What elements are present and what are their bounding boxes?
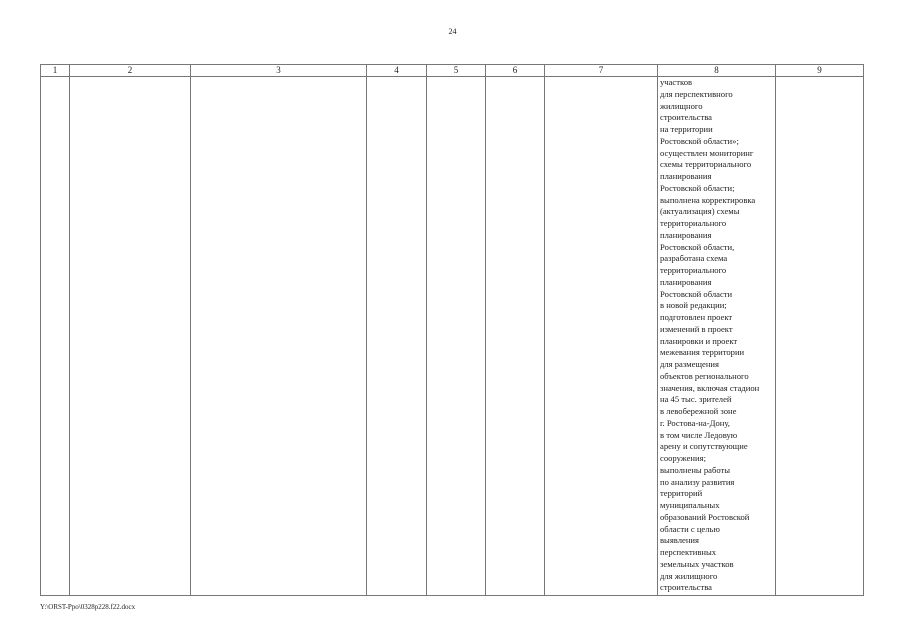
- column-number-4: 4: [367, 65, 427, 77]
- page-number: 24: [448, 27, 457, 36]
- text-line: межевания территории: [660, 347, 745, 358]
- text-line: выявления: [660, 535, 699, 546]
- text-line: арену и сопутствующие: [660, 441, 748, 452]
- table-row: [41, 77, 864, 596]
- footer-file-path: Y:\ORST-Ppo\0328p228.f22.docx: [40, 603, 136, 611]
- text-line: объектов регионального: [660, 370, 749, 381]
- text-line: области с целью: [660, 523, 720, 534]
- table-cell-col3: [191, 77, 367, 596]
- text-line: значения, включая стадион: [660, 382, 760, 393]
- text-line: изменений в проект: [660, 323, 733, 334]
- text-line: для перспективного: [660, 88, 733, 99]
- text-line: подготовлен проект: [660, 312, 733, 322]
- table-cell-col6: [486, 77, 545, 596]
- text-line: планирования: [660, 171, 712, 181]
- text-line: территориального: [660, 218, 727, 228]
- column-number-1: 1: [41, 65, 70, 77]
- text-line: выполнена корректировка: [660, 194, 756, 205]
- text-line: (актуализация) схемы: [660, 206, 740, 217]
- column-number-7: 7: [545, 65, 658, 77]
- text-line: схемы территориального: [660, 159, 752, 170]
- text-line: г. Ростова-на-Дону,: [660, 417, 730, 428]
- text-line: в том числе Ледовую: [660, 429, 738, 440]
- text-line: Ростовской области»;: [660, 135, 739, 146]
- table-cell-col7: [545, 77, 658, 596]
- table-cell-col5: [427, 77, 486, 596]
- column-number-9: 9: [776, 65, 864, 77]
- table-cell-col1: [41, 77, 70, 596]
- text-line: территорий: [660, 488, 703, 499]
- column-number-8: 8: [658, 65, 776, 77]
- text-line: сооружения;: [660, 453, 706, 463]
- text-line: строительства: [660, 112, 712, 123]
- column-number-row: [41, 65, 864, 77]
- text-line: Ростовской области;: [660, 182, 735, 193]
- table-cell-col9: [776, 77, 864, 596]
- text-line: планирования: [660, 229, 712, 240]
- column-number-3: 3: [191, 65, 367, 77]
- table-cell-col2: [70, 77, 191, 596]
- column-number-2: 2: [70, 65, 191, 77]
- text-line: планирования: [660, 276, 712, 287]
- text-line: Ростовской области: [660, 288, 733, 299]
- text-line: Ростовской области,: [660, 241, 735, 252]
- text-line: на территории: [660, 124, 713, 134]
- text-line: перспективных: [660, 547, 717, 557]
- text-line: по анализу развития: [660, 476, 735, 487]
- column-number-5: 5: [427, 65, 486, 77]
- text-line: выполнены работы: [660, 464, 731, 475]
- text-line: земельных участков: [660, 558, 734, 569]
- text-line: образований Ростовской: [660, 511, 750, 522]
- text-line: территориального: [660, 265, 727, 275]
- results-text: [658, 77, 775, 594]
- text-line: для размещения: [660, 359, 719, 369]
- text-line: осуществлен мониторинг: [660, 147, 754, 158]
- text-line: муниципальных: [660, 500, 720, 510]
- text-line: в новой редакции;: [660, 300, 727, 311]
- text-line: на 45 тыс. зрителей: [660, 394, 732, 405]
- text-line: разработана схема: [660, 253, 728, 264]
- program-table: [40, 64, 864, 596]
- table-cell-col4: [367, 77, 427, 596]
- table-cell-col8: [658, 77, 776, 596]
- text-line: строительства: [660, 582, 712, 593]
- text-line: для жилищного: [660, 570, 718, 581]
- text-line: участков: [660, 77, 693, 87]
- text-line: в левобережной зоне: [660, 406, 737, 416]
- column-number-6: 6: [486, 65, 545, 77]
- text-line: планировки и проект: [660, 335, 738, 346]
- text-line: жилищного: [660, 100, 703, 111]
